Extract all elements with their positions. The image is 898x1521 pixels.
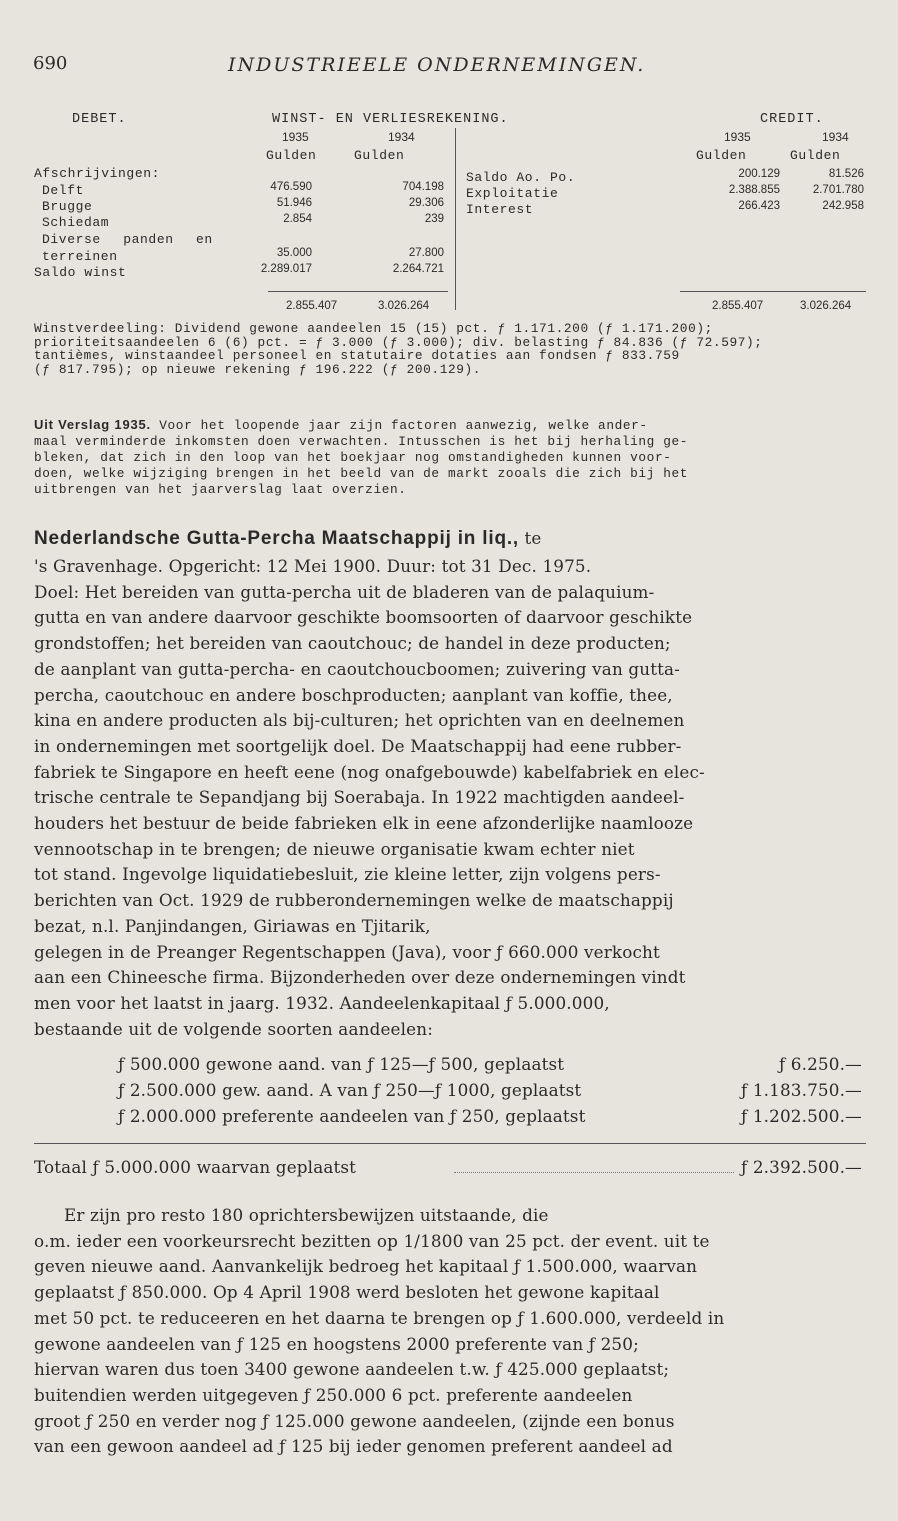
row-value-1934: 2.701.780 [812, 184, 864, 196]
row-value-1934: 2.264.721 [392, 263, 444, 275]
debet-total-1934: 3.026.264 [378, 300, 430, 312]
credit-year-1935: 1935 [724, 130, 751, 144]
total-amount: ƒ 2.392.500.— [740, 1157, 862, 1177]
text-line: uitbrengen van het jaarverslag laat overzien. [34, 482, 407, 497]
share-amount: ƒ 1.183.750.— [740, 1080, 862, 1100]
list-item [34, 1080, 866, 1106]
text-line: buitendien werden uitgegeven ƒ 250.000 6 pct. preferente aandeelen [34, 1384, 633, 1405]
text-line: de aanplant van gutta-percha- en caoutchoucboomen; zuivering van gutta- [34, 658, 681, 679]
credit-label: CREDIT. [760, 112, 824, 127]
debet-total-rule [268, 291, 448, 292]
debet-unit-2: Gulden [354, 148, 405, 163]
row-value-1935: 2.289.017 [260, 263, 312, 275]
text-line: o.m. ieder een voorkeursrecht bezitten op 1/1800 van 25 pct. der event. uit te [34, 1230, 710, 1251]
text-line: trische centrale te Sepandjang bij Soerabaja. In 1922 machtigden aandeel- [34, 787, 685, 808]
row-value-1935: 200.129 [738, 168, 780, 180]
row-value-1934: 81.526 [828, 168, 864, 180]
company-section [34, 528, 874, 1042]
text-line: bezat, n.l. Panjindangen, Giriawas en Tjitarik, [34, 915, 431, 936]
row-value-1934: 242.958 [822, 200, 864, 212]
total-text: Totaal ƒ 5.000.000 waarvan geplaatst [34, 1157, 357, 1177]
table-row [466, 166, 864, 185]
shares-total [34, 1157, 866, 1183]
closing-paragraph [34, 1203, 874, 1460]
text-line: groot ƒ 250 en verder nog ƒ 125.000 gewone aandeelen, (zijnde een bonus [34, 1410, 675, 1431]
debet-rows [34, 162, 444, 278]
debet-unit-1: Gulden [266, 148, 317, 163]
row-label: Exploitatie [466, 186, 559, 201]
text-line: geven nieuwe aand. Aanvankelijk bedroeg het kapitaal ƒ 1.500.000, waarvan [34, 1256, 698, 1277]
row-value-1935: 51.946 [276, 197, 312, 209]
table-row [34, 195, 444, 214]
verslag [34, 416, 866, 498]
text-line: houders het bestuur de beide fabrieken elk in eene afzonderlijke naamlooze [34, 813, 694, 834]
row-label: Saldo winst [34, 265, 127, 280]
text-line: gutta en van andere daarvoor geschikte boomsoorten of daarvoor geschikte [34, 607, 693, 628]
credit-total-rule [680, 291, 866, 292]
row-value-1935: 266.423 [738, 200, 780, 212]
text-line: percha, caoutchouc en andere boschproducten; aanplant van koffie, thee, [34, 684, 673, 705]
text-line: in ondernemingen met soortgelijk doel. De Maatschappij had eene rubber- [34, 735, 682, 756]
text-line: hiervan waren dus toen 3400 gewone aandeelen t.w. ƒ 425.000 geplaatst; [34, 1359, 670, 1380]
table-row [34, 261, 444, 278]
share-text: ƒ 500.000 gewone aand. van ƒ 125—ƒ 500, geplaatst [118, 1054, 565, 1074]
row-label: Diverse panden en [42, 232, 213, 247]
debet-year-1935: 1935 [282, 130, 309, 144]
text-line: met 50 pct. te reduceeren en het daarna te brengen op ƒ 1.600.000, verdeeld in [34, 1307, 725, 1328]
shares-list [34, 1054, 866, 1132]
debet-total-1935: 2.855.407 [286, 300, 338, 312]
row-value-1934: 704.198 [402, 181, 444, 193]
running-title: INDUSTRIEELE ONDERNEMINGEN. [228, 54, 646, 76]
text-line: grondstoffen; het bereiden van caoutchouc; de handel in deze producten; [34, 633, 671, 654]
row-value-1934: 239 [424, 213, 444, 225]
text-line: kina en andere producten als bij-culturen; het oprichten van en deelnemen [34, 710, 685, 731]
table-row [34, 179, 444, 198]
table-row [34, 228, 444, 245]
list-item [34, 1054, 866, 1080]
share-amount: ƒ 6.250.— [778, 1054, 862, 1074]
text-line: prioriteitsaandeelen 6 (6) pct. = ƒ 3.000 (ƒ 3.000); div. belasting ƒ 84.836 (ƒ 72.597); [34, 334, 763, 350]
text-line: gewone aandeelen van ƒ 125 en hoogstens 2000 preferente van ƒ 250; [34, 1333, 639, 1354]
verslag-text: Voor het loopende jaar zijn factoren aanwezig, welke ander- [150, 418, 648, 433]
row-label: Afschrijvingen: [34, 166, 161, 181]
share-text: ƒ 2.500.000 gew. aand. A van ƒ 250—ƒ 1000, geplaatst [118, 1080, 582, 1100]
text-line: tantièmes, winstaandeel personeel en statutaire dotaties aan fondsen ƒ 833.759 [34, 348, 680, 363]
credit-total-1934: 3.026.264 [800, 300, 852, 312]
text-line: berichten van Oct. 1929 de rubberondernemingen welke de maatschappij [34, 890, 674, 911]
text-line: Winstverdeeling: Dividend gewone aandeelen 15 (15) pct. ƒ 1.171.200 (ƒ 1.171.200); [34, 321, 713, 336]
row-value-1935: 2.854 [283, 213, 312, 225]
text-line: (ƒ 817.795); op nieuwe rekening ƒ 196.222 (ƒ 200.129). [34, 361, 482, 377]
company-name: Nederlandsche Gutta-Percha Maatschappij in liq., [34, 528, 520, 549]
table-row [34, 211, 444, 228]
text-line [34, 416, 866, 434]
debet-label: DEBET. [72, 112, 127, 127]
page-number: 690 [33, 53, 68, 74]
table-title: WINST- EN VERLIESREKENING. [272, 112, 509, 127]
row-value-1935: 35.000 [276, 247, 312, 259]
dot-leader [454, 1172, 734, 1173]
row-value-1935: 476.590 [270, 181, 312, 193]
text-line: vennootschap in te brengen; de nieuwe organisatie kwam echter niet [34, 838, 635, 859]
text-line: Doel: Het bereiden van gutta-percha uit de bladeren van de palaquium- [34, 581, 655, 602]
row-value-1935: 2.388.855 [728, 184, 780, 196]
row-label: Interest [466, 202, 534, 217]
table-row [34, 245, 444, 264]
table-row [466, 182, 864, 201]
credit-unit-2: Gulden [790, 148, 841, 163]
text-line: geplaatst ƒ 850.000. Op 4 April 1908 werd besloten het gewone kapitaal [34, 1282, 660, 1303]
shares-rule [34, 1143, 866, 1144]
list-item [34, 1106, 866, 1132]
text-line: Er zijn pro resto 180 oprichtersbewijzen uitstaande, die [64, 1205, 549, 1225]
credit-rows [466, 166, 864, 217]
text-line: tot stand. Ingevolge liquidatiebesluit, zie kleine letter, zijn volgens pers- [34, 864, 661, 885]
company-name-tail: te [519, 528, 542, 548]
share-amount: ƒ 1.202.500.— [740, 1106, 862, 1126]
text-line: 's Gravenhage. Opgericht: 12 Mei 1900. Duur: tot 31 Dec. 1975. [34, 556, 592, 576]
credit-total-1935: 2.855.407 [712, 300, 764, 312]
debet-year-1934: 1934 [388, 130, 415, 144]
verslag-label: Uit Verslag 1935. [34, 417, 151, 432]
row-value-1934: 29.306 [408, 197, 444, 209]
row-label: Delft [42, 183, 85, 198]
row-label: terreinen [42, 249, 118, 264]
table-row [34, 162, 444, 179]
text-line: aan een Chineesche firma. Bijzonderheden over deze ondernemingen vindt [34, 967, 686, 988]
row-label: Schiedam [42, 215, 110, 230]
credit-year-1934: 1934 [822, 130, 849, 144]
text-line: van een gewoon aandeel ad ƒ 125 bij ieder genomen preferent aandeel ad [34, 1436, 673, 1457]
row-value-1934: 27.800 [408, 247, 444, 259]
row-label: Brugge [42, 199, 93, 214]
table-divider [455, 128, 456, 310]
table-row [466, 198, 864, 217]
winstverdeeling [34, 322, 866, 376]
text-line: gelegen in de Preanger Regentschappen (Java), voor ƒ 660.000 verkocht [34, 941, 660, 962]
text-line: bleken, dat zich in den loop van het boekjaar nog omstandigheden kunnen voor- [34, 450, 672, 465]
text-line: men voor het laatst in jaarg. 1932. Aandeelenkapitaal ƒ 5.000.000, [34, 992, 610, 1013]
text-line: maal verminderde inkomsten doen verwachten. Intusschen is het bij herhaling ge- [34, 434, 689, 449]
row-label: Saldo Ao. Po. [466, 170, 576, 185]
company-lines [34, 554, 874, 1042]
text-line: fabriek te Singapore en heeft eene (nog onafgebouwde) kabelfabriek en elec- [34, 761, 705, 782]
company-heading [34, 528, 874, 554]
share-text: ƒ 2.000.000 preferente aandeelen van ƒ 250, geplaatst [118, 1106, 586, 1126]
credit-unit-1: Gulden [696, 148, 747, 163]
text-line: doen, welke wijziging brengen in het beeld van de markt zooals die zich bij het [34, 466, 689, 481]
text-line: bestaande uit de volgende soorten aandeelen: [34, 1018, 433, 1039]
